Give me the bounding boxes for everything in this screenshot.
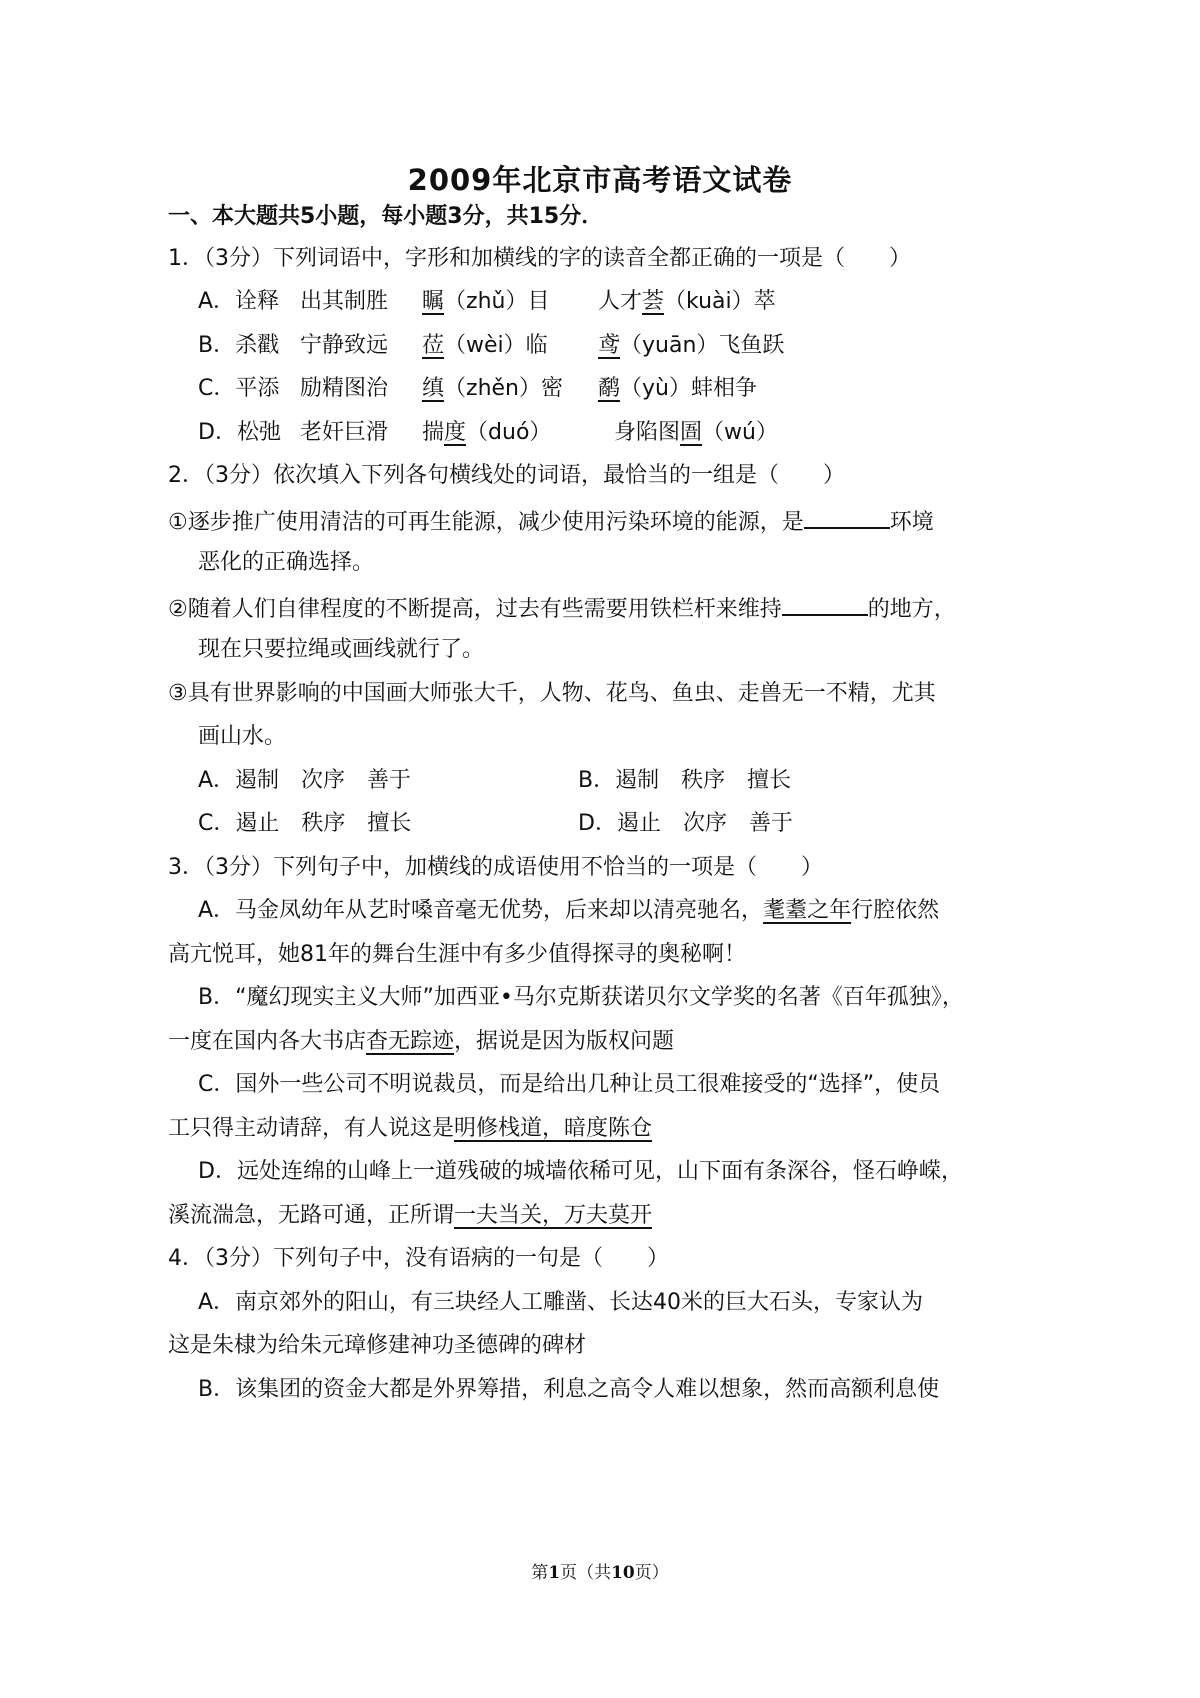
section-heading: 一、本大题共5小题，每小题3分，共15分． [168,204,604,229]
q3-option-d-cont: 溪流湍急，无路可通，正所谓一夫当关，万夫莫开 [168,1203,653,1228]
q1-a-word4: 人才荟（kuài）萃 [598,289,776,314]
q2-option-d: D．遏止 次序 善于 [578,811,793,836]
question-4-stem: 4．（3分）下列句子中，没有语病的一句是（ ） [168,1246,669,1271]
q1-d-word3: 揣度（duó） [422,420,552,445]
question-1-stem: 1．（3分）下列词语中，字形和加横线的字的读音全都正确的一项是（ ） [168,246,911,271]
q3-option-c: C．国外一些公司不明说裁员，而是给出几种让员工很难接受的“选择”，使员 [198,1072,941,1097]
q1-option-b: B．杀戳 [198,333,280,358]
q1-b-word3: 莅（wèi）临 [422,333,548,358]
q4-option-a-cont: 这是朱棣为给朱元璋修建神功圣德碑的碑材 [168,1333,587,1358]
q2-sentence-2-cont: 现在只要拉绳或画线就行了。 [198,637,485,662]
q1-d-word4: 身陷图圄（wú） [614,420,778,445]
q1-d-word2: 老奸巨滑 [300,420,389,445]
q1-c-word4: 鹬（yù）蚌相争 [598,376,757,401]
q2-sentence-3-cont: 画山水。 [198,724,287,749]
question-2-stem: 2．（3分）依次填入下列各句横线处的词语，最恰当的一组是（ ） [168,463,845,488]
fill-blank [804,505,890,529]
page-footer: 第1页（共10页） [531,1563,669,1583]
page-title: 2009年北京市高考语文试卷 [407,163,793,197]
q2-option-a: A．遏制 次序 善于 [198,768,412,793]
q2-option-b: B．遏制 秩序 擅长 [578,768,792,793]
q1-c-word3: 缜（zhěn）密 [422,376,563,401]
q3-option-d: D．远处连绵的山峰上一道残破的城墙依稀可见，山下面有条深谷，怪石峥嵘， [198,1159,963,1184]
q3-option-b-cont: 一度在国内各大书店杳无踪迹，据说是因为版权问题 [168,1029,675,1054]
q2-sentence-1: ①逐步推广使用清洁的可再生能源，减少使用污染环境的能源，是 环境 [168,505,934,538]
q1-a-word3: 瞩（zhǔ）目 [422,289,550,314]
q2-sentence-1-cont: 恶化的正确选择。 [198,550,375,575]
q1-c-word2: 励精图治 [300,376,389,401]
q1-option-c: C．平添 [198,376,280,401]
q4-option-b: B．该集团的资金大都是外界筹措，利息之高令人难以想象，然而高额利息使 [198,1377,940,1402]
q3-option-c-cont: 工只得主动请辞，有人说这是明修栈道，暗度陈仓 [168,1116,653,1141]
question-3-stem: 3．（3分）下列句子中，加横线的成语使用不恰当的一项是（ ） [168,855,823,880]
q2-sentence-2: ②随着人们自律程度的不断提高，过去有些需要用铁栏杆来维持 的地方， [168,592,956,625]
q3-option-a: A．马金凤幼年从艺时嗓音毫无优势，后来却以清亮驰名，耄耋之年行腔依然 [198,898,940,923]
q2-sentence-3: ③具有世界影响的中国画大师张大千，人物、花鸟、鱼虫、走兽无一不精，尤其 [168,681,936,706]
q3-option-b: B．“魔幻现实主义大师”加西亚•马尔克斯获诺贝尔文学奖的名著《百年孤独》， [198,985,964,1010]
q2-option-c: C．遏止 秩序 擅长 [198,811,412,836]
q1-option-d: D．松弛 [198,420,281,445]
q4-option-a: A．南京郊外的阳山，有三块经人工雕凿、长达40米的巨大石头，专家认为 [198,1290,924,1315]
q1-b-word4: 鸢（yuān）飞鱼跃 [598,333,785,358]
fill-blank [782,592,868,616]
q1-a-word2: 出其制胜 [300,289,389,314]
q3-option-a-cont: 高亢悦耳，她81年的舞台生涯中有多少值得探寻的奥秘啊！ [168,942,746,967]
q1-option-a: A．诠释 [198,289,280,314]
q1-b-word2: 宁静致远 [300,333,389,358]
